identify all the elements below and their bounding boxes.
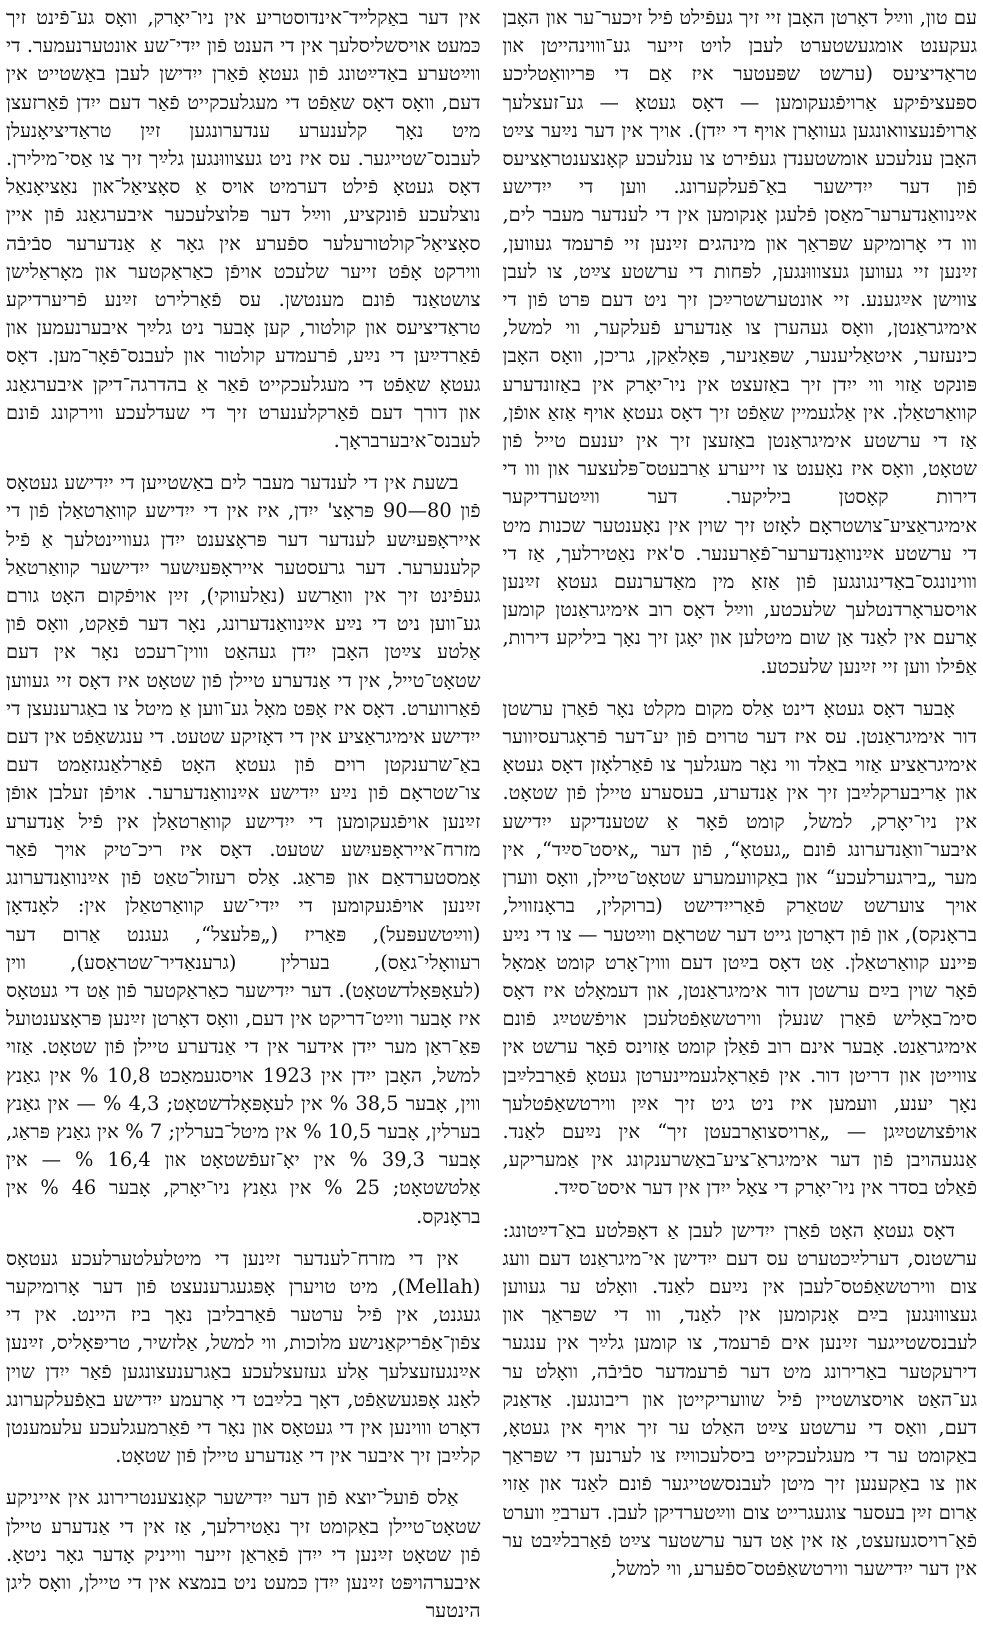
right-column (502, 4, 978, 1580)
paragraph: בשעת אין די לענדער מעבר לים באַשטייען די ייִדישע געטאָס פֿון 80—90 פּראָצ' ייִדן, איז אין די ייִדישע קוואַרטאַלן פֿון די אייראָפּעיִשע לענדער דער פּראָצענט ייִדן געוויינטלעך אַ פֿיל קלענערער. דער גרעסטער אייראָפּעיִשער ייִדישער קוואַרטאַל געפֿינט זיך אין וואַרשע (נאַלעווקי), זײַן אויפֿקום האָט גורם גע־ווען ניט די נײַע אײַנוואַנדערונג, נאָר דער פֿאַקט, וואָס פֿון אַלטע צײַטן האָבן ייִדן געהאַט וווין־רעכט נאָר אין דעם שטאָט־טייל, אין די אַנדערע טיילן פֿון שטאָט איז דאָס זיי געווען פֿאַרווערט. דאָס איז אָפּט מאָל גע־ווען אַ מיטל צו באַגרענעצן די ייִדישע אימיגראַציע אין די דאָזיקע שטעט. די ענגשאַפֿט אין דעם באַ־שרענקטן רוים פֿון געטאָ האָט פֿאַרלאַנגזאַמט דעם צו־שטראָם פֿון נײַע ייִדישע אײַנוואַנדערער. אויפֿן זעלבן אופֿן זײַנען אויפֿגעקומען די ייִדישע קוואַרטאַלן אין פֿיל אַנדערע מזרח־אייראָפּעיִשע שטעט. דאָס איז ריכ־טיק אויך פֿאַר אַמסטערדאַם און פּראַג. אַלס רעזול־טאַט פֿון אײַנוואַנדערונג זײַנען אויפֿגעקומען די ייִדי־שע קוואַרטאַלן אין: לאָנדאָן (ווײַטשעפּעל), פּאַריז („פּלעצל“, געגנט אַרום דער רעוואָלי־גאַס), בערלין (גרענאַדיר־שטראַסע), ווין (לעאָפּאָלדשטאָט). דער ייִדישער כאַראַקטער פֿון אַט די געטאָס איז אָבער ווײַט־דריקט אין דעם, וואָס דאָרטן זײַנען פּראָצענטועל פּאַ־ראַן מער ייִדן אידער אין די אַנדערע טיילן פֿון שטאָט. אַזוי למשל, האָבן ייִדן אין 1923 אויסגעמאַכט 10,8 % אין גאַנץ ווין, אָבער 38,5 % אין לעאָפּאָלדשטאָט; 4,3 % — אין גאַנץ בערלין, אָבער 10,5 % אין מיטל־בערלין; 7 % אין גאַנץ פּראַג, אָבער 39,3 % אין יאָ־זעפֿשטאָט און 16,4 % — אין אַלטשטאָט; 25 % אין גאַנץ ניו־יאָרק, אָבער 46 % אין בראָנקס. (6, 471, 481, 1228)
paragraph: אין דער באַקלײד־אינדוסטריע אין ניו־יאָרק, וואָס גע־פֿינט זיך כּמעט אויסשליסלעך אין די הענט פֿון ייִדי־שע אונטערנעמער. די ווײַטערע באַדײַטונג פֿון געטאָ פֿאַרן ייִדישן לעבן באַשטייט אין דעם, וואָס דאָס שאַפֿט די מעגלעכקייט פֿאַר דעם ייִדן פֿאַרזעצן מיט נאָך קלענערע ענדערונגען זײַן טראַדיציאָנעלן לעבנס־שטייגער. עס איז ניט געצוווּנגען גלײַך זיך צו אַסי־מילירן. דאָס געטאָ פֿילט דערמיט אויס אַ סאָציאַל־און נאַציאָנאַל נוצלעכע פֿונקציע, ווײַל דער פּלוצלעכער איבערגאַנג פֿון איין סאָציאַל־קולטורעלער ספֿערע אין גאָר אַ אַנדערער סבֿיבֿה ווירקט אָפֿט זייער שלעכט אויפֿן כאַראַקטער און מאָראַלישן צושטאַנד פֿונם מענטשן. עס פֿאַרלירט זײַנע פֿריערדיקע טראַדיציעס און קולטור, קען אָבער ניט גלײַך איבערנעמען און פֿאַרדײַען די נײַע, פֿרעמדע קולטור און לעבנס־פֿאָר־מען. דאָס געטאָ שאַפֿט די מעגלעכקייט פֿאַר אַ בהדרגה־דיקן איבערגאַנג און דורך דעם פֿאַרקלענערט זיך די שעדלעכע ווירקונג פֿונם לעבנס־איבערבראָך. (6, 6, 481, 453)
paragraph: אַלס פֿועל־יוצא פֿון דער ייִדישער קאָנצענטרירונג אין אייניקע שטאָט־טיילן באַקומט זיך נאַטירלעך, אַז אין די אַנדערע טיילן פֿון שטאָט זײַנען די ייִדן פֿאַראַן זייער ווייניק אָדער גאָר ניטאָ. איבערהויפּט זײַנען ייִדן כּמעט ניט בנמצא אין די טיילן, וואָס ליגן הינטער (6, 1486, 481, 1623)
left-column (6, 4, 481, 1623)
paragraph: אין די מזרח־לענדער זײַנען די מיטלעלטערלעכע געטאָס (Mellah), מיט טויערן אָפּגעגרענעצט פֿון דער אָרומיקער געגנט, אין פֿיל ערטער פֿאַרבליבן נאָך ביז היינט. אין די צפֿון־אַפֿריקאַנישע מלוכות, ווי למשל, אַלזשיר, טריפּאָליס, זײַנען אײַנגעזעצלעך אַלע געזעצלעכע באַגרענעצונגען פֿאַר ייִדן שוין לאַנג אָפּגעשאַפֿט, דאָך בלײַבט די אָרעמע ייִדישע באַפֿעלקערונג דאָרט וווינען אין די געטאָס און נאָר די פֿאַרמעגלעכע עלעמענטן קלײַבן זיך איבער אין די אַנדערע טיילן פֿון שטאָט. (6, 1246, 481, 1468)
paragraph: דאָס געטאָ האָט פֿאַרן ייִדישן לעבן אַ דאָפּלטע באַ־דײַטונג: ערשטנס, דערלײַכטערט עס דעם ייִדישן אי־מיגראַנט דעם וועג צום ווירטשאַפֿטס־לעבן אין נײַעם לאַנד. וואָלט ער געווען געצוווּנגען בײַם אָנקומען אין לאַנד, ווו די שפּראַך און לעבנסשטייגער זײַנען אים פֿרעמד, צו קומען גלײַך אין ענגער דירעקטער באַרירונג מיט דער פֿרעמדער סבֿיבֿה, וואָלט ער גע־האַט אויסצושטיין פֿיל שוועריקייטן און ריבונגען. אַדאַנק דעם, וואָס די ערשטע צײַט האַלט ער זיך אויף אין געטאָ, באַקומט ער די מעגלעכקייט ביסלעכווײַז צו לערנען די שפּראַך און צו באַקענען זיך מיטן לעבנסשטייגער פֿונם לאַנד און אַזוי אַרום זײַן בעסער צוגעגרייט צום ווײַטערדיקן לעבן. דערבײַ ווערט פֿאַ־רויסגעזעצט, אַז אין אַט דער ערשטער צײַט פֿאַרבלײַבט ער אין דער ייִדישער ווירטשאַפֿטס־ספֿערע, ווי למשל, (502, 1218, 977, 1580)
article-columns (6, 4, 977, 1623)
paragraph: עם טון, ווײַל דאָרטן האָבן זיי זיך געפֿילט פֿיל זיכער־ער און האָבן געקענט אומגעשטערט לעבן לויט זייער גע־וווינהייטן און טראַדיציעס (ערשט שפּעטער איז אַם די פּריוואַטליכע ספּעציפֿיקע אַרויפֿגעקומען — דאָס געטאָ — גע־זעצלעך אַרויפֿנעצוואונגען געוואָרן אויף די ייִדן). אויך אין דער נײַער צײַט האָבן ענלעכע אומשטענדן געפֿירט צו ענלעכע קאָנצענטראַציעס פֿון דער ייִדישער באַ־פֿעלקערונג. ווען די ייִדישע אײַנוואַנדערער־מאַסן פֿלעגן אָנקומען אין די לענדער מעבר לים, ווו די אָרומיקע שפּראַך און מינהגים זײַנען זיי פֿרעמד געווען, זײַנען זיי געווען געצוווּנגען, לפּחות די ערשטע צײַט, צו לעבן צווישן אײַגענע. זיי אונטערשטרײַכן זיך ניט דעם פּרט פֿון די אימיגראַנטן, וואָס געהערן צו אַנדערע פֿעלקער, ווי למשל, כינעזער, איטאַליענער, שפּאַניער, פּאָלאַקן, גריכן, וואָס האָבן פּונקט אַזוי ווי ייִדן זיך באַזעצט אין ניו־יאָרק אין באַזונדערע קוואַרטאַלן. אין אַלגעמיין שאַפֿט זיך דאָס געטאָ אויף אַזאַ אופֿן, אַז די ערשטע אימיגראַנטן באַזעצן זיך אין יענעם טייל פֿון שטאָט, וואָס איז נאָענט צו זייערע אַרבעטס־פּלעצער און ווו די דירות קאָסטן ביליקער. דער ווײַטערדיקער אימיגראַציע־צושטראָם לאָזט זיך שוין אין נאָענטער שכנות מיט די ערשטע אײַנוואַנדערער־פֿאַרענער. ס'איז נאַטירלעך, אַז די וווינונגס־באַדינגונגען פֿון אַזאַ מין מאַדערנעם געטאָ זײַנען אויסעראָרדנטלעך שלעכטע, ווײַל דאָס רוב אימיגראַנטן קומען אָרעם אין לאַנד אַן שום מיטלען און יאָגן זיך נאָך ביליקע דירות, אַפֿילו ווען זיי זײַנען שלעכטע. (502, 6, 977, 678)
paragraph: אָבער דאָס געטאָ דינט אַלס מקום מקלט נאָר פֿאַרן ערשטן דור אימיגראַנטן. עס איז דער טרוים פֿון יע־דער פֿראָגרעסיווער אימיגראַציע אַזוי באַלד ווי נאָר מעגלעך צו פֿאַרלאָזן דאָס געטאָ און אַריבערקלײַבן זיך אין אַנדערע, בעסערע טיילן פֿון שטאָט. אין ניו־יאָרק, למשל, קומט פֿאָר אַ שטענדיקע ייִדישע איבער־וואַנדערונג פֿונם „געטאָ“, פֿון דער „איסט־סײַד“, אין מער „בירגערלעכע“ און באַקוועמערע שטאָט־טיילן, וואָס ווערן אויך צוערשט שטאַרק פֿאַרייִדישט (ברוקלין, בראָנזוויל, בראָנקס), און פֿון דאָרטן גייט דער שטראָם ווײַטער — צו די נײַע פּיינע קוואַרטאַלן. אַט דאָס בײַטן דעם וווין־אָרט קומט אַמאָל פֿאָר שוין בײַם ערשטן דור אימיגראַנטן, און דעמאָלט איז דאָס סימ־באָליש פֿאַרן שנעלן ווירטשאַפֿטלעכן אויפֿשטײַג פֿונם אימיגראַנט. אָבער אינם רוב פֿאַלן קומט אַזוינס פֿאָר ערשט אין צווייטן און דריטן דור. אין פֿאַראָלגעמײנערטן געטאָ פֿאַרבלײַבן נאָך יענע, וועמען איז ניט גיט זיך אײַן ווירטשאַפֿטלעך אויפֿצושטײַגן — „אַרויסצואַרבעטן זיך“ אין נײַעם לאַנד. אַנגעהויבן פֿון דער אימיגראַ־ציע־באַשרענקונג אין אַמעריקע, פֿאַלט בסדר אין ניו־יאָרק די צאָל ייִדן אין דער איסט־סײַד. (502, 696, 977, 1200)
